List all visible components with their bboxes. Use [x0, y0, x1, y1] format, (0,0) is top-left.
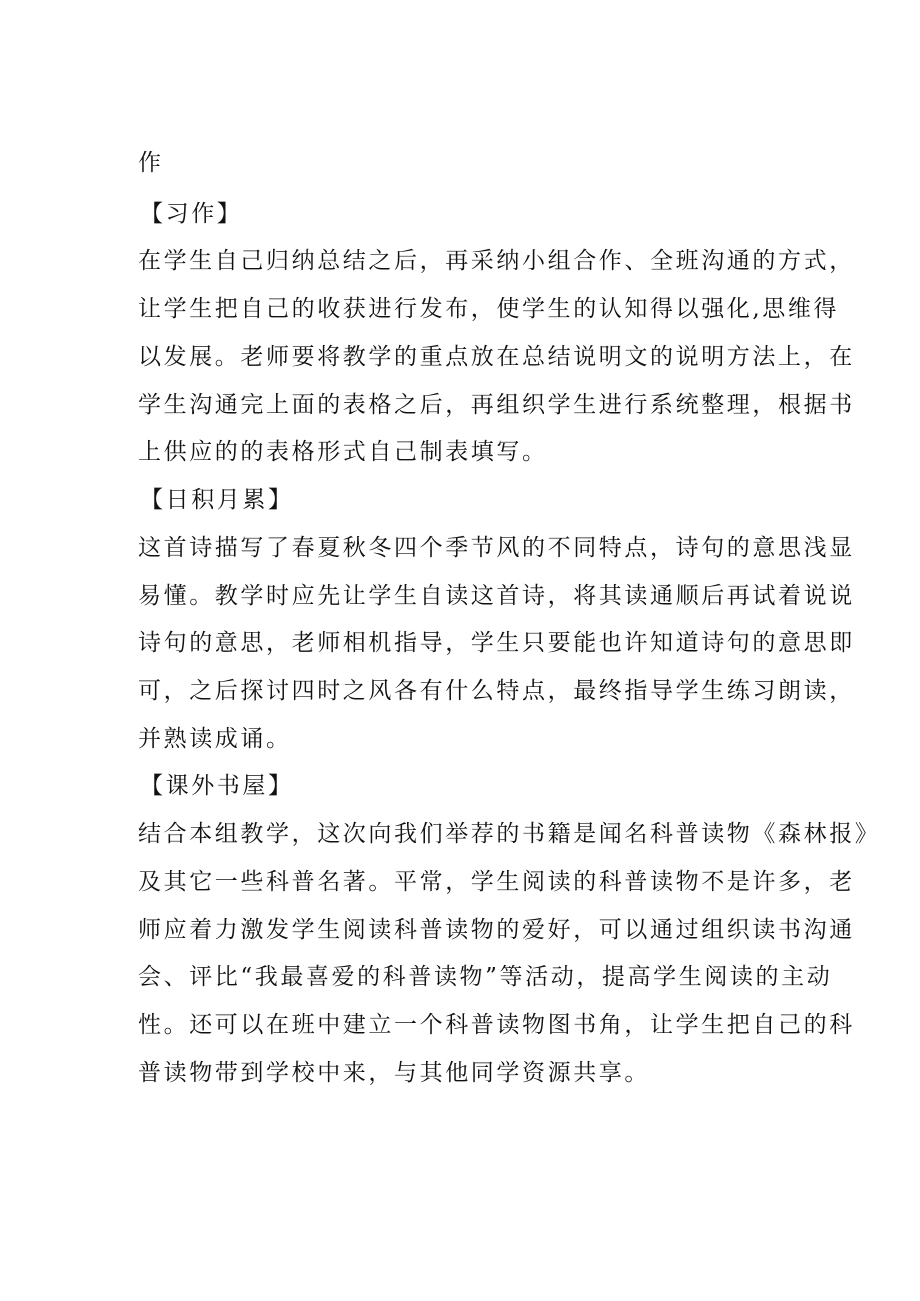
- section-heading-kewaishuwu: 【课外书屋】: [140, 773, 294, 799]
- text-line: 普读物带到学校中来，与其他同学资源共享。: [138, 1060, 650, 1086]
- text-line: 结合本组教学，这次向我们举荐的书籍是闻名科普读物《森林报》: [138, 821, 881, 847]
- text-line: 并熟读成诵。: [138, 726, 292, 752]
- text-line: 在学生自己归纳总结之后，再采纳小组合作、全班沟通的方式，: [138, 248, 855, 274]
- text-line: 学生沟通完上面的表格之后，再组织学生进行系统整理，根据书: [138, 392, 855, 418]
- text-line: 作: [138, 150, 164, 176]
- text-line: 易懂。教学时应先让学生自读这首诗，将其读通顺后再试着说说: [138, 583, 855, 609]
- text-line: 上供应的的表格形式自己制表填写。: [138, 439, 548, 465]
- text-line: 这首诗描写了春夏秋冬四个季节风的不同特点，诗句的意思浅显: [138, 535, 855, 561]
- text-line: 师应着力激发学生阅读科普读物的爱好，可以通过组织读书沟通: [138, 917, 855, 943]
- text-line: 及其它一些科普名著。平常，学生阅读的科普读物不是许多，老: [138, 869, 855, 895]
- section-heading-xizuo: 【习作】: [140, 201, 243, 227]
- text-line: 可，之后探讨四时之风各有什么特点，最终指导学生练习朗读，: [138, 678, 855, 704]
- text-line: 性。还可以在班中建立一个科普读物图书角，让学生把自己的科: [138, 1012, 855, 1038]
- section-heading-rijiyuelei: 【日积月累】: [140, 487, 294, 513]
- text-line: 让学生把自己的收获进行发布，使学生的认知得以强化,思维得: [138, 296, 840, 322]
- text-line: 以发展。老师要将教学的重点放在总结说明文的说明方法上，在: [138, 344, 855, 370]
- text-line: 诗句的意思，老师相机指导，学生只要能也许知道诗句的意思即: [138, 630, 855, 656]
- text-line: 会、评比“我最喜爱的科普读物”等活动，提高学生阅读的主动: [138, 964, 833, 990]
